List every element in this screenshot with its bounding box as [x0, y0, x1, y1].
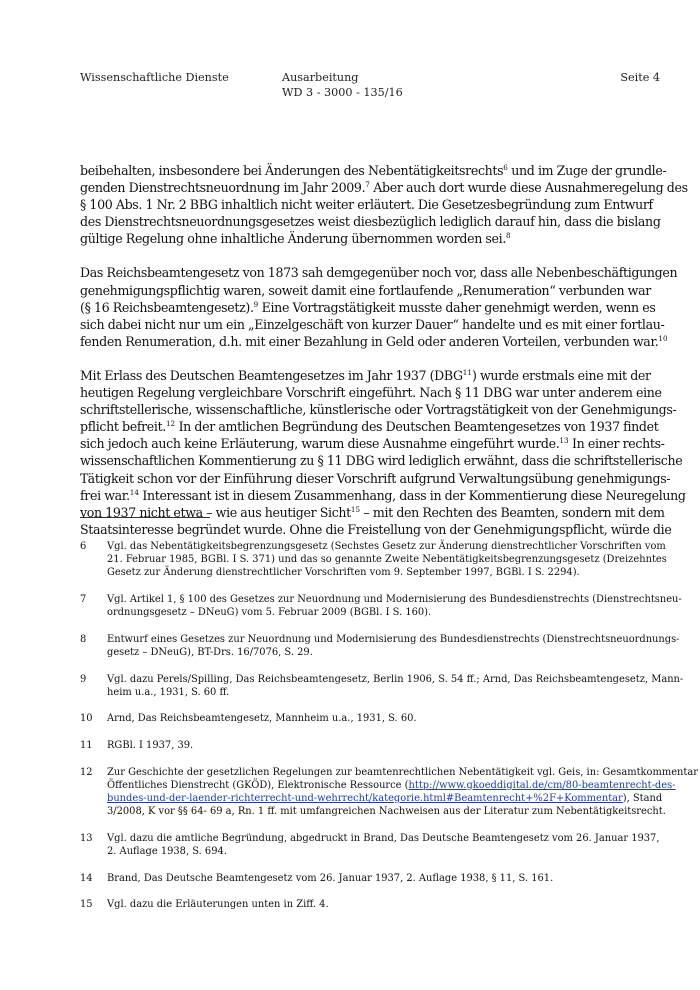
text-line: heutigen Regelung vergleichbare Vorschrift eingeführt. Nach § 11 DBG war unter anderem eine [80, 385, 662, 401]
gkoed-link[interactable]: http://www.gkoeddigital.de/cm/80-beamtenrecht-des- [408, 779, 676, 791]
footnote-9 [80, 673, 684, 699]
text-line: Staatsinteresse begründet wurde. Ohne die Freistellung von der Genehmigungspflicht, würde die [80, 521, 672, 537]
text-line: wissenschaftlichen Kommentierung zu § 11 DBG wird lediglich erwähnt, dass die schriftstellerische [80, 453, 683, 469]
text-line: frei war.$^{14}$ Interessant ist in diesem Zusammenhang, dass in der Kommentierung diese Neuregelung [80, 487, 686, 503]
text-line: Das Reichsbeamtengesetz von 1873 sah demgegenüber noch vor, dass alle Nebenbeschäftigungen [80, 265, 678, 281]
text-line: pflicht befreit.$^{12}$ In der amtlichen Begründung des Deutschen Beamtengesetzes von 1937 findet [80, 419, 659, 435]
footnote-line: Öffentliches Dienstrecht (GKÖD), Elektronische Ressource (http://www.gkoeddigital.de/cm/80-beamtenrecht-des- [107, 779, 676, 791]
footnote-line: Vgl. dazu Perels/Spilling, Das Reichsbeamtengesetz, Berlin 1906, S. 54 ff.; Arnd, Das Reichsbeamtengesetz, Mann- [107, 673, 684, 685]
footnote-number: 8 [80, 633, 87, 645]
text-line: schriftstellerische, wissenschaftliche, künstlerische oder Vortragstätigkeit von der Genehmigungs- [80, 402, 677, 418]
footnote-number: 6 [80, 541, 87, 552]
footnote-11 [80, 739, 665, 752]
text-line: von 1937 nicht etwa – wie aus heutiger Sicht$^{15}$ – mit den Rechten des Beamten, sondern mit dem [80, 504, 665, 520]
footnote-13 [80, 832, 665, 858]
text-line: beibehalten, insbesondere bei Änderungen des Nebentätigkeitsrechts$^6$ und im Zuge der grundle- [80, 162, 667, 178]
footnote-line: Vgl. dazu die Erläuterungen unten in Ziff. 4. [107, 899, 329, 911]
text-line: (§ 16 Reichsbeamtengesetz).$^9$ Eine Vortragstätigkeit musste daher genehmigt werden, wenn es [80, 299, 656, 315]
text-line: gültige Regelung ohne inhaltliche Änderung übernommen worden sei.$^8$ [80, 231, 511, 247]
footnote-7 [80, 593, 682, 619]
footnote-ref[interactable]: 15 [350, 504, 361, 514]
text-line: fenden Renumeration, d.h. mit einer Bezahlung in Geld oder anderen Vorteilen, verbunden war.$^{10}$ [80, 333, 668, 349]
footnote-14 [80, 872, 665, 885]
footnote-8 [80, 633, 680, 659]
footnote-number: 15 [80, 899, 93, 911]
footnote-ref[interactable]: 14 [129, 487, 139, 497]
footnote-number: 9 [80, 673, 87, 685]
footnote-line: Vgl. das Nebentätigkeitsbegrenzungsgesetz (Sechstes Gesetz zur Änderung dienstrechtlicher Vorschriften vom [107, 541, 666, 552]
text-line: des Dienstrechtsneuordnungsgesetzes weist diesbezüglich lediglich darauf hin, dass die bislang [80, 214, 661, 230]
footnote-ref[interactable]: 6 [503, 162, 508, 172]
footnote-separator [80, 517, 210, 518]
footnote-line: heim u.a., 1931, S. 60 ff. [107, 686, 230, 698]
header-institution: Wissenschaftliche Dienste [80, 71, 229, 84]
footnote-line: Vgl. Artikel 1, § 100 des Gesetzes zur Neuordnung und Modernisierung des Bundesdienstrechts (Dienstrechtsneu- [107, 594, 682, 605]
footnote-ref[interactable]: 10 [658, 333, 668, 343]
footnote-ref[interactable]: 8 [505, 231, 511, 241]
footnote-line: 2. Auflage 1938, S. 694. [107, 845, 227, 857]
footnote-line: Vgl. dazu die amtliche Begründung, abgedruckt in Brand, Das Deutsche Beamtengesetz vom 26. Januar 1937, [107, 832, 660, 844]
footnote-line: Brand, Das Deutsche Beamtengesetz vom 26. Januar 1937, 2. Auflage 1938, § 11, S. 161. [107, 872, 554, 884]
footnote-number: 13 [80, 832, 93, 844]
header-doc-label: Ausarbeitung [282, 71, 359, 84]
footnote-10 [80, 712, 665, 725]
footnote-number: 12 [80, 766, 93, 778]
gkoed-link-cont[interactable]: bundes-und-der-laender-richterrecht-und-wehrrecht/kategorie.html#Beamtenrecht+%2F+Kommentar [107, 792, 623, 804]
footnote-number: 11 [80, 739, 93, 751]
footnote-ref[interactable]: 7 [365, 179, 370, 189]
text-line: sich dabei nicht nur um ein „Einzelgeschäft von kurzer Dauer“ handelte und es mit einer fortlau- [80, 316, 665, 332]
footnote-line: Entwurf eines Gesetzes zur Neuordnung und Modernisierung des Bundesdienstrechts (Dienstrechtsneuordnungs- [107, 633, 680, 645]
footnote-12 [80, 766, 698, 819]
paragraph [80, 264, 678, 349]
header-doc-number: WD 3 - 3000 - 135/16 [282, 86, 403, 99]
footnote-ref[interactable]: 12 [165, 419, 176, 429]
footnote-line: ordnungsgesetz – DNeuG) vom 5. Februar 2009 (BGBl. I S. 160). [107, 607, 432, 619]
paragraph [80, 162, 688, 247]
footnote-line: 3/2008, K vor §§ 64- 69 a, Rn. 1 ff. mit umfangreichen Nachweisen aus der Literatur zum Nebentätigkeitsrecht. [107, 806, 666, 818]
paragraph [80, 367, 686, 538]
footnote-ref[interactable]: 11 [462, 367, 472, 377]
footnote-ref[interactable]: 9 [253, 299, 259, 309]
footnote-line: Arnd, Das Reichsbeamtengesetz, Mannheim u.a., 1931, S. 60. [107, 713, 417, 725]
text-line: Mit Erlass des Deutschen Beamtengesetzes im Jahr 1937 (DBG$^{11}$) wurde erstmals eine mit der [80, 367, 651, 383]
footnote-line: Gesetz zur Änderung dienstrechtlicher Vorschriften vom 9. September 1997, BGBl. I S. 2294). [107, 567, 580, 579]
footnote-line: gesetz – DNeuG), BT-Drs. 16/7076, S. 29. [107, 647, 313, 658]
footnote-line: 21. Februar 1985, BGBl. I S. 371) und das so genannte Zweite Nebentätigkeitsbegrenzungsgesetz (Dreizehntes [107, 554, 667, 566]
footnotes [80, 540, 698, 925]
footnote-number: 10 [80, 713, 93, 725]
footnote-6 [80, 540, 665, 580]
footnote-ref[interactable]: 13 [559, 436, 569, 446]
footnote-number: 14 [80, 872, 93, 884]
text-line: genden Dienstrechtsneuordnung im Jahr 2009.$^7$ Aber auch dort wurde diese Ausnahmeregelung des [80, 179, 688, 196]
text-line: § 100 Abs. 1 Nr. 2 BBG inhaltlich nicht weiter erläutert. Die Gesetzesbegründung zum Entwurf [80, 197, 653, 213]
body-text [80, 162, 688, 555]
header-page-number: Seite 4 [620, 71, 660, 84]
footnote-number: 7 [80, 594, 87, 605]
text-line: Tätigkeit schon vor der Einführung dieser Vorschrift aufgrund Verwaltungsübung genehmigungs- [80, 470, 671, 486]
text-line: sich jedoch auch keine Erläuterung, warum diese Ausnahme eingeführt wurde.$^{13}$ In einer rechts- [80, 436, 665, 452]
text-line: genehmigungspflichtig waren, soweit damit eine fortlaufende „Renumeration“ verbunden war [80, 282, 651, 298]
header-document-type [282, 70, 403, 100]
footnote-15 [80, 898, 665, 911]
footnote-line: bundes-und-der-laender-richterrecht-und-wehrrecht/kategorie.html#Beamtenrecht+%2F+Kommentar), Stand [107, 792, 663, 804]
footnote-line: RGBl. I 1937, 39. [107, 739, 194, 751]
footnote-line: Zur Geschichte der gesetzlichen Regelungen zur beamtenrechtlichen Nebentätigkeit vgl. Geis, in: Gesamtkommentar [107, 766, 698, 778]
